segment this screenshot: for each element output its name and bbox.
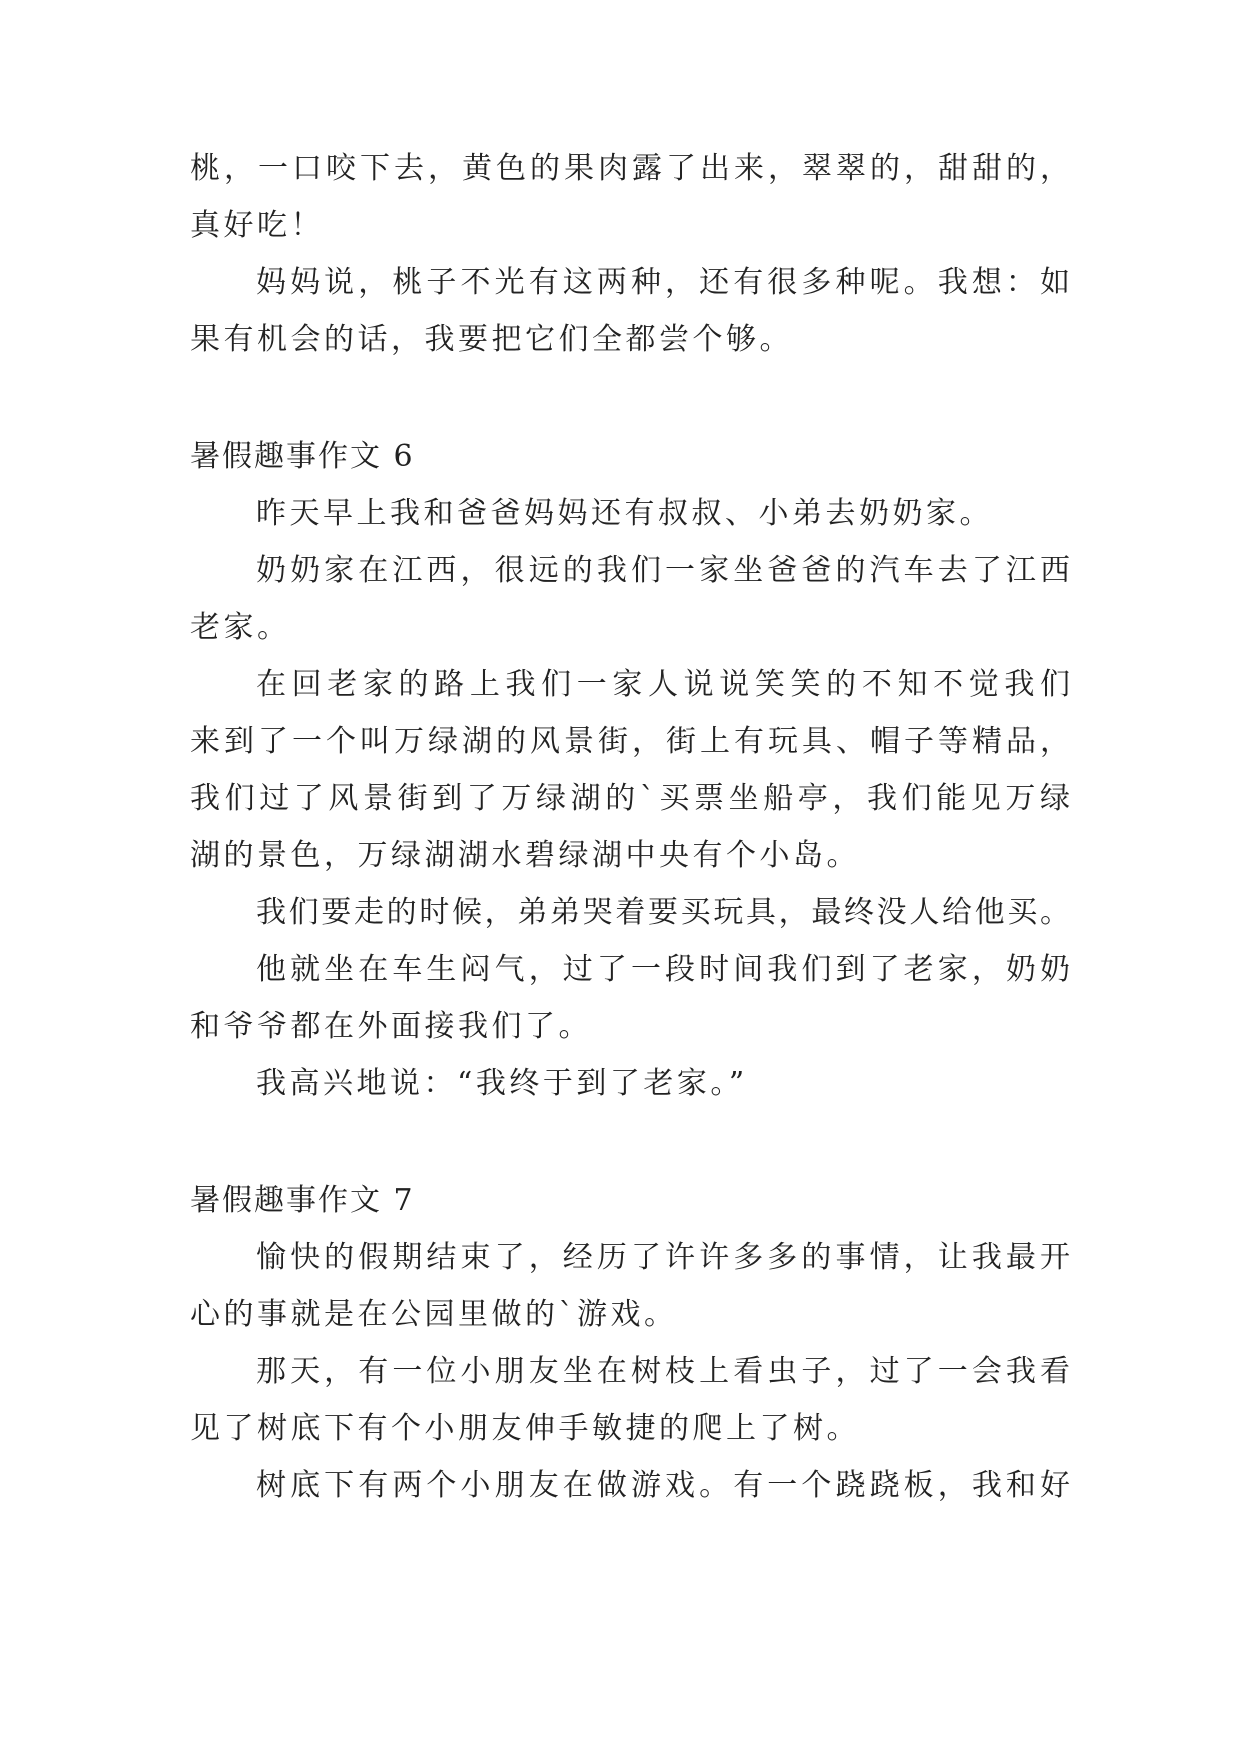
paragraph-line: 我们过了风景街到了万绿湖的`买票坐船亭，我们能见万绿 xyxy=(190,781,1070,816)
section-7-title: 暑假趣事作文 7 xyxy=(190,1183,415,1218)
paragraph-line: 和爷爷都在外面接我们了。 xyxy=(190,1009,592,1044)
document-body xyxy=(190,140,1070,1514)
section-6-title: 暑假趣事作文 6 xyxy=(190,439,415,474)
paragraph-line: 奶奶家在江西，很远的我们一家坐爸爸的汽车去了江西 xyxy=(256,553,1070,588)
paragraph-line: 来到了一个叫万绿湖的风景街，街上有玩具、帽子等精品， xyxy=(190,724,1070,759)
paragraph-line: 我们要走的时候，弟弟哭着要买玩具，最终没人给他买。 xyxy=(256,895,1070,930)
section-gap xyxy=(190,1112,1070,1172)
paragraph-line: 那天，有一位小朋友坐在树枝上看虫子，过了一会我看 xyxy=(256,1354,1070,1389)
paragraph-line: 他就坐在车生闷气，过了一段时间我们到了老家，奶奶 xyxy=(256,952,1070,987)
paragraph-line: 昨天早上我和爸爸妈妈还有叔叔、小弟去奶奶家。 xyxy=(256,496,993,531)
paragraph-line: 真好吃！ xyxy=(190,208,324,243)
paragraph-line: 心的事就是在公园里做的`游戏。 xyxy=(190,1297,678,1332)
section-gap xyxy=(190,368,1070,428)
paragraph-line: 桃，一口咬下去，黄色的果肉露了出来，翠翠的，甜甜的， xyxy=(190,151,1070,186)
paragraph-line: 树底下有两个小朋友在做游戏。有一个跷跷板，我和好 xyxy=(256,1468,1070,1503)
paragraph-line: 见了树底下有个小朋友伸手敏捷的爬上了树。 xyxy=(190,1411,860,1446)
paragraph-line: 在回老家的路上我们一家人说说笑笑的不知不觉我们 xyxy=(256,667,1070,702)
paragraph-line: 湖的景色，万绿湖湖水碧绿湖中央有个小岛。 xyxy=(190,838,860,873)
paragraph-line: 我高兴地说：“我终于到了老家。” xyxy=(256,1066,748,1101)
paragraph-line: 老家。 xyxy=(190,610,291,645)
paragraph-line: 愉快的假期结束了，经历了许许多多的事情，让我最开 xyxy=(256,1240,1070,1275)
paragraph-line: 果有机会的话，我要把它们全都尝个够。 xyxy=(190,322,793,357)
paragraph-line: 妈妈说，桃子不光有这两种，还有很多种呢。我想：如 xyxy=(256,265,1070,300)
